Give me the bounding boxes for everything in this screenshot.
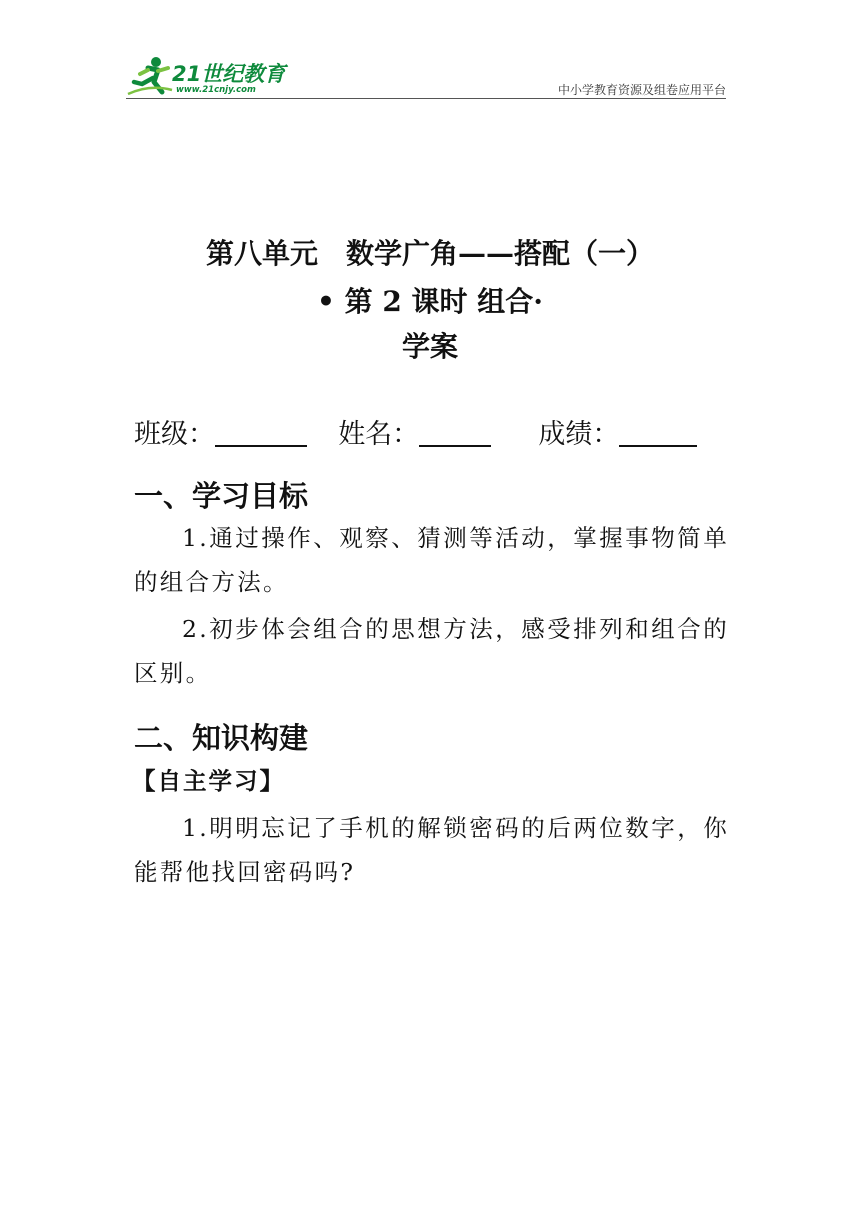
platform-tagline: 中小学教育资源及组卷应用平台: [557, 83, 726, 97]
site-logo: [126, 54, 296, 100]
header-divider: [126, 98, 726, 99]
score-label: 成绩：: [538, 419, 620, 450]
class-label: 班级：: [134, 419, 215, 450]
name-label: 姓名：: [338, 419, 420, 450]
knowledge-heading: 二、知识构建: [134, 721, 309, 755]
objective-item-1: 1.通过操作、观察、猜测等活动，掌握事物简单的组合方法。: [134, 524, 729, 596]
score-blank[interactable]: [619, 419, 697, 447]
runner-logo-icon: [126, 54, 174, 98]
question-1: 1.明明忘记了手机的解锁密码的后两位数字，你能帮他找回密码吗?: [134, 814, 729, 886]
logo-text: 21世纪教育: [172, 62, 286, 86]
class-blank[interactable]: [215, 419, 307, 447]
objective-item-2: 2.初步体会组合的思想方法，感受排列和组合的区别。: [134, 615, 729, 687]
student-info-row: [134, 412, 697, 451]
logo-url: www.21cnjy.com: [176, 85, 256, 95]
name-blank[interactable]: [419, 419, 491, 447]
title-line-1: 第八单元 数学广角——搭配（一）: [205, 237, 654, 270]
title-line-2: • 第 2 课时 组合·: [316, 285, 544, 318]
objectives-heading: 一、学习目标: [134, 479, 309, 513]
page-header: [126, 52, 726, 102]
self-study-heading: 【自主学习】: [132, 767, 285, 795]
title-line-3: 学案: [401, 330, 458, 363]
